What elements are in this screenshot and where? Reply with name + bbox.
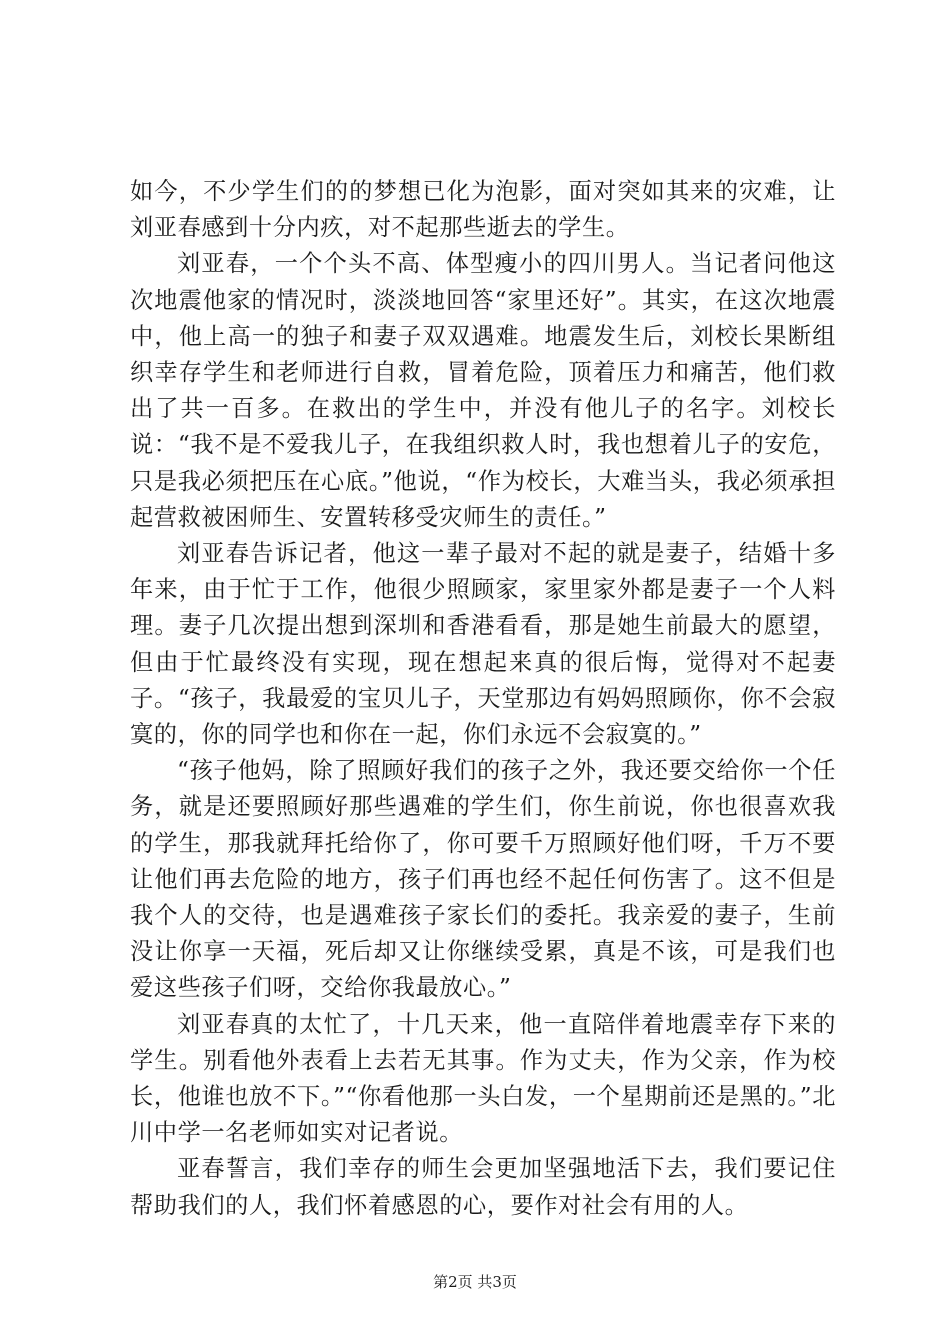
paragraph-3: 刘亚春告诉记者，他这一辈子最对不起的就是妻子，结婚十多年来，由于忙于工作，他很少照顾家，家里家外都是妻子一个人料理。妻子几次提出想到深圳和香港看看，那是她生前最大的愿望，但由于忙最终没有实现，现在想起来真的很后悔，觉得对不起妻子。“孩子，我最爱的宝贝儿子，天堂那边有妈妈照顾你，你不会寂寞的，你的同学也和你在一起，你们永远不会寂寞的。” bbox=[130, 540, 836, 749]
paragraph-2: 刘亚春，一个个头不高、体型瘦小的四川男人。当记者问他这次地震他家的情况时，淡淡地回答“家里还好”。其实，在这次地震中，他上高一的独子和妻子双双遇难。地震发生后，刘校长果断组织幸存学生和老师进行自救，冒着危险，顶着压力和痛苦，他们救出了共一百多。在救出的学生中，并没有他儿子的名字。刘校长说：“我不是不爱我儿子，在我组织救人时，我也想着儿子的安危，只是我必须把压在心底。”他说，“作为校长，大难当头，我必须承担起营救被困师生、安置转移受灾师生的责任。” bbox=[130, 250, 836, 531]
paragraph-5: 刘亚春真的太忙了，十几天来，他一直陪伴着地震幸存下来的学生。别看他外表看上去若无其事。作为丈夫，作为父亲，作为校长，他谁也放不下。”“你看他那一头白发，一个星期前还是黑的。”北川中学一名老师如实对记者说。 bbox=[130, 1010, 836, 1147]
page-footer bbox=[0, 1272, 950, 1292]
paragraph-4: “孩子他妈，除了照顾好我们的孩子之外，我还要交给你一个任务，就是还要照顾好那些遇难的学生们，你生前说，你也很喜欢我的学生，那我就拜托给你了，你可要千万照顾好他们呀，千万不要让他们再去危险的地方，孩子们再也经不起任何伤害了。这不但是我个人的交待，也是遇难孩子家长们的委托。我亲爱的妻子，生前没让你享一天福，死后却又让你继续受累，真是不该，可是我们也爱这些孩子们呀，交给你我最放心。” bbox=[130, 757, 836, 1002]
page-number: 第2页 共3页 bbox=[433, 1273, 517, 1291]
article-body bbox=[130, 174, 836, 1224]
paragraph-1: 如今，不少学生们的的梦想已化为泡影，面对突如其来的灾难，让刘亚春感到十分内疚，对不起那些逝去的学生。 bbox=[130, 178, 836, 242]
paragraph-6: 亚春誓言，我们幸存的师生会更加坚强地活下去，我们要记住帮助我们的人，我们怀着感恩的心，要作对社会有用的人。 bbox=[130, 1155, 836, 1219]
